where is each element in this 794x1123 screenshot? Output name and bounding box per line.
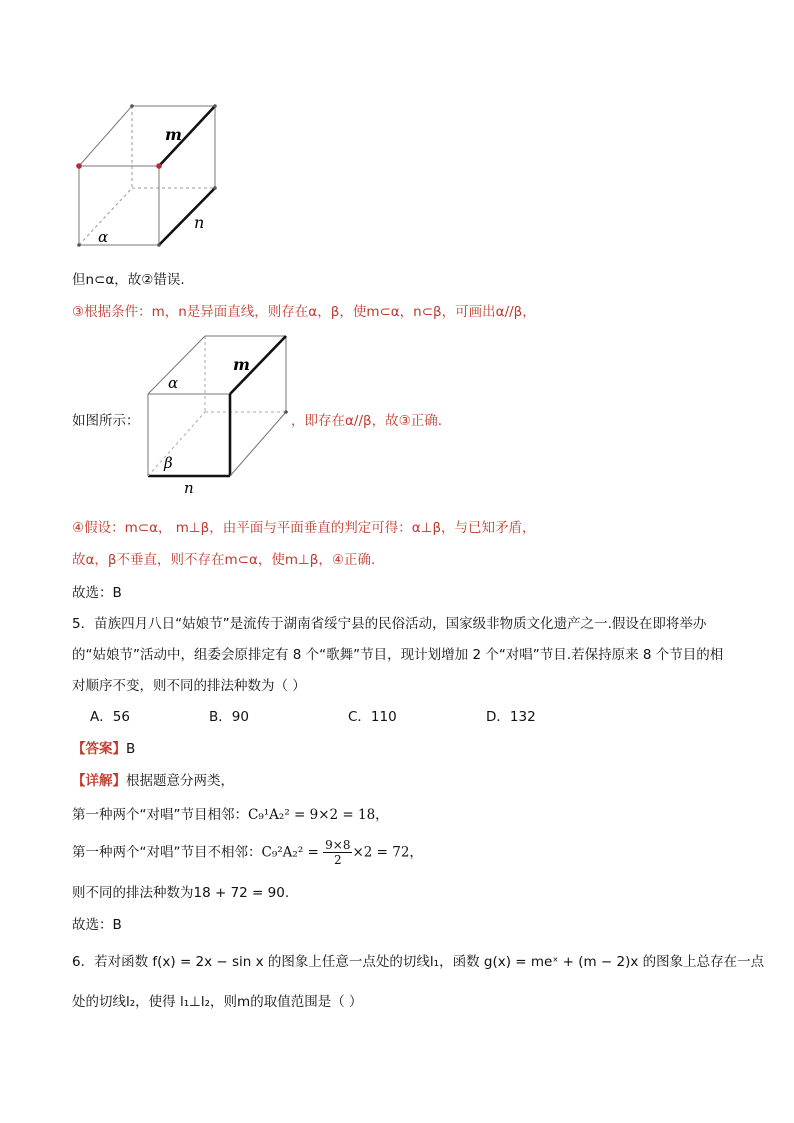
case2-den: 2 (333, 853, 342, 867)
case2-num: 9×8 (325, 838, 351, 852)
label-beta-2: β (164, 454, 173, 472)
as-shown-suffix: ，即存在α//β，故③正确. (291, 413, 443, 429)
q5-case2 (72, 838, 423, 867)
label-n-2: n (184, 479, 194, 495)
label-n: n (194, 213, 205, 232)
case1-text: 第一种两个“对唱”节目相邻： (72, 807, 248, 823)
case1-formula: C₉¹A₂² = 9×2 = 18， (248, 807, 389, 823)
label-m-2: m (233, 355, 250, 374)
label-alpha-2: α (168, 374, 179, 392)
case2-text: 第一种两个“对唱”节目不相邻： (72, 844, 262, 861)
q5-option-c: C．110 (348, 709, 397, 725)
q5-choice: 故选：B (72, 917, 122, 933)
case2-prefix: C₉²A₂² = (261, 844, 324, 861)
figure-cube-2 (140, 330, 300, 495)
q5-total: 则不同的排法种数为18 + 72 = 90. (72, 885, 290, 901)
line-3: ③根据条件：m，n是异面直线，则存在α，β，使m⊂α，n⊂β，可画出α//β， (72, 304, 536, 320)
q5-stem-line1: 5．苗族四月八日“姑娘节”是流传于湖南省绥宁县的民俗活动，国家级非物质文化遗产之一.假设在即将举办 (72, 616, 707, 632)
q6-line2: 处的切线l₂，使得 l₁⊥l₂，则m的取值范围是（ ） (72, 994, 363, 1010)
line-4a: ④假设：m⊂α， m⊥β，由平面与平面垂直的判定可得：α⊥β，与已知矛盾， (72, 520, 536, 536)
q6-line1: 6．若对函数 f(x) = 2x − sin x 的图象上任意一点处的切线l₁，函数 g(x) = meˣ + (m − 2)x 的图象上总存在一点 (72, 954, 765, 970)
choice-1: 故选：B (72, 585, 122, 601)
q5-case1 (72, 803, 389, 823)
label-alpha: α (98, 228, 109, 246)
figure-cube-1 (70, 100, 230, 255)
case2-fraction (323, 838, 352, 867)
q5-stem-line3: 对顺序不变，则不同的排法种数为（ ） (72, 678, 306, 694)
line-4b: 故α，β不垂直，则不存在m⊂α，使m⊥β，④正确. (72, 552, 376, 568)
q5-option-b: B．90 (209, 709, 249, 725)
case2-suffix: ×2 = 72， (352, 844, 423, 861)
answer-tag: 【答案】 (72, 741, 126, 757)
detail-tag: 【详解】 (72, 773, 126, 789)
q5-stem-line2: 的“姑娘节”活动中，组委会原排定有 8 个“歌舞”节目，现计划增加 2 个“对唱”节目.若保持原来 8 个节目的相 (72, 647, 724, 663)
detail-text: 根据题意分两类， (126, 773, 234, 789)
q5-option-d: D．132 (486, 709, 536, 725)
q5-answer (72, 737, 135, 757)
label-m: m (165, 125, 182, 144)
q5-detail (72, 769, 234, 789)
as-shown-prefix: 如图所示： (72, 413, 140, 429)
line-but: 但n⊂α，故②错误. (72, 272, 185, 288)
answer-value: B (126, 741, 136, 757)
q5-option-a: A．56 (90, 709, 130, 725)
